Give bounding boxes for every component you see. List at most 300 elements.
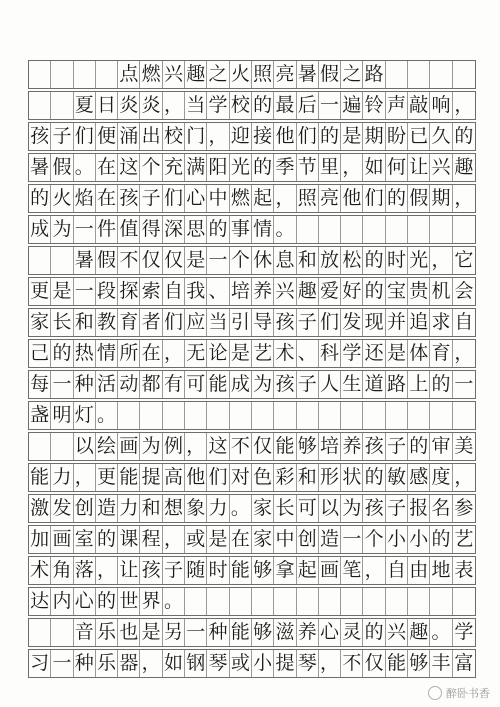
- grid-cell: 仅: [252, 433, 274, 460]
- grid-cell: 子: [386, 433, 408, 460]
- grid-cell: 不: [230, 433, 252, 460]
- grid-cell: 小: [408, 526, 430, 553]
- grid-cell: 能: [386, 650, 408, 677]
- grid-cell: [341, 216, 363, 243]
- grid-cell: 提: [140, 464, 162, 491]
- grid-cell: 事: [230, 216, 252, 243]
- grid-cell: 声: [386, 92, 408, 119]
- grid-cell: 迎: [230, 123, 252, 150]
- grid-cell: 状: [341, 464, 363, 491]
- grid-cell: 审: [430, 433, 452, 460]
- grid-cell: [297, 588, 319, 615]
- grid-cell: 成: [29, 216, 51, 243]
- text-row: [28, 587, 476, 616]
- grid-cell: 深: [163, 216, 185, 243]
- grid-cell: 是: [207, 526, 229, 553]
- grid-cell: 。: [74, 154, 96, 181]
- grid-cell: [453, 61, 475, 88]
- grid-cell: 一: [74, 278, 96, 305]
- grid-cell: 门: [185, 123, 207, 150]
- grid-cell: 孩: [363, 495, 385, 522]
- grid-cell: 一: [319, 92, 341, 119]
- grid-cell: 高: [163, 464, 185, 491]
- grid-cell: ，: [163, 526, 185, 553]
- grid-cell: 如: [163, 650, 185, 677]
- grid-cell: 造: [96, 495, 118, 522]
- grid-cell: 休: [252, 247, 274, 274]
- grid-cell: 和: [140, 495, 162, 522]
- grid-cell: [274, 402, 296, 429]
- grid-cell: 发: [341, 309, 363, 336]
- grid-cell: 以: [319, 495, 341, 522]
- grid-cell: 己: [29, 340, 51, 367]
- grid-cell: 兴: [430, 154, 452, 181]
- grid-cell: [363, 588, 385, 615]
- grid-cell: 当: [207, 309, 229, 336]
- grid-cell: 的: [363, 278, 385, 305]
- text-row: [28, 370, 476, 399]
- grid-cell: [386, 588, 408, 615]
- grid-cell: 何: [386, 154, 408, 181]
- grid-cell: [51, 92, 73, 119]
- grid-cell: 界: [140, 588, 162, 615]
- grid-cell: 彩: [274, 464, 296, 491]
- grid-cell: 阳: [207, 154, 229, 181]
- grid-cell: 一: [185, 619, 207, 646]
- grid-cell: 路: [363, 61, 385, 88]
- grid-cell: 每: [29, 371, 51, 398]
- grid-cell: 索: [140, 278, 162, 305]
- grid-cell: 艺: [252, 340, 274, 367]
- grid-cell: 、: [207, 278, 229, 305]
- grid-cell: 的: [207, 216, 229, 243]
- grid-cell: 拿: [274, 557, 296, 584]
- grid-cell: 子: [163, 557, 185, 584]
- grid-cell: 内: [51, 588, 73, 615]
- grid-cell: 的: [386, 185, 408, 212]
- grid-cell: 另: [163, 619, 185, 646]
- grid-cell: 孩: [118, 185, 140, 212]
- grid-cell: 明: [51, 402, 73, 429]
- grid-cell: 创: [74, 495, 96, 522]
- grid-cell: 感: [408, 464, 430, 491]
- watermark-logo-icon: [428, 686, 442, 700]
- grid-cell: 暑: [74, 247, 96, 274]
- grid-cell: 可: [297, 495, 319, 522]
- text-row: [28, 215, 476, 244]
- grid-cell: 亮: [319, 185, 341, 212]
- grid-cell: 这: [207, 433, 229, 460]
- grid-cell: [363, 402, 385, 429]
- grid-cell: 追: [408, 309, 430, 336]
- grid-cell: 响: [430, 92, 452, 119]
- grid-cell: [408, 402, 430, 429]
- grid-cell: 更: [29, 278, 51, 305]
- grid-cell: 个: [363, 526, 385, 553]
- grid-cell: 校: [163, 123, 185, 150]
- grid-cell: 爱: [319, 278, 341, 305]
- grid-cell: [163, 402, 185, 429]
- grid-cell: 随: [185, 557, 207, 584]
- grid-cell: 培: [319, 433, 341, 460]
- text-row: [28, 618, 476, 647]
- grid-cell: 好: [341, 278, 363, 305]
- grid-cell: 科: [319, 340, 341, 367]
- grid-cell: 地: [430, 557, 452, 584]
- grid-cell: 都: [140, 371, 162, 398]
- grid-cell: 道: [363, 371, 385, 398]
- grid-cell: 能: [274, 433, 296, 460]
- grid-cell: 例: [163, 433, 185, 460]
- grid-cell: 仅: [163, 247, 185, 274]
- grid-cell: 孩: [29, 123, 51, 150]
- grid-cell: 度: [430, 464, 452, 491]
- grid-cell: 学: [341, 340, 363, 367]
- grid-cell: [297, 402, 319, 429]
- grid-cell: 起: [297, 557, 319, 584]
- grid-cell: ，: [96, 557, 118, 584]
- grid-cell: 求: [430, 309, 452, 336]
- watermark-text: 醉卧书香: [446, 687, 490, 700]
- grid-cell: 育: [118, 309, 140, 336]
- grid-cell: 是: [341, 123, 363, 150]
- grid-cell: 动: [118, 371, 140, 398]
- grid-cell: 热: [74, 340, 96, 367]
- grid-cell: 这: [118, 154, 140, 181]
- grid-cell: [453, 216, 475, 243]
- grid-cell: 已: [408, 123, 430, 150]
- grid-cell: 在: [230, 526, 252, 553]
- grid-cell: 敲: [408, 92, 430, 119]
- grid-cell: 够: [297, 433, 319, 460]
- grid-cell: 件: [96, 216, 118, 243]
- grid-cell: 画: [118, 433, 140, 460]
- text-row: [28, 122, 476, 151]
- grid-cell: 的: [408, 433, 430, 460]
- grid-cell: 能: [230, 557, 252, 584]
- grid-cell: 体: [408, 340, 430, 367]
- grid-cell: 的: [363, 247, 385, 274]
- grid-cell: ，: [430, 247, 452, 274]
- grid-cell: 还: [363, 340, 385, 367]
- grid-cell: 当: [185, 92, 207, 119]
- grid-cell: 表: [454, 559, 474, 581]
- grid-cell: 心: [74, 588, 96, 615]
- grid-cell: 学: [207, 92, 229, 119]
- grid-cell: 让: [408, 154, 430, 181]
- grid-cell: 。: [274, 216, 296, 243]
- grid-cell: 情: [252, 216, 274, 243]
- grid-cell: 得: [140, 216, 162, 243]
- grid-cell: [341, 402, 363, 429]
- grid-cell: 敏: [386, 464, 408, 491]
- grid-cell: 活: [96, 371, 118, 398]
- grid-cell: 充: [163, 154, 185, 181]
- grid-cell: 一: [51, 371, 73, 398]
- grid-cell: ，: [363, 557, 385, 584]
- grid-cell: [408, 588, 430, 615]
- grid-cell: 养: [341, 433, 363, 460]
- grid-cell: 力: [118, 495, 140, 522]
- grid-cell: 造: [319, 526, 341, 553]
- grid-cell: 宝: [386, 278, 408, 305]
- grid-cell: 习: [29, 650, 51, 677]
- text-row: [28, 432, 476, 461]
- grid-cell: 光: [230, 154, 252, 181]
- grid-cell: 他: [274, 123, 296, 150]
- grid-cell: 期: [363, 123, 385, 150]
- grid-cell: 应: [185, 309, 207, 336]
- grid-cell: 的: [363, 464, 385, 491]
- grid-cell: 孩: [363, 433, 385, 460]
- grid-cell: 息: [274, 247, 296, 274]
- grid-cell: 养: [297, 619, 319, 646]
- grid-cell: 音: [74, 619, 96, 646]
- grid-cell: 的: [430, 371, 452, 398]
- grid-cell: ，: [185, 433, 207, 460]
- grid-cell: ，: [163, 92, 185, 119]
- grid-cell: 提: [274, 650, 296, 677]
- grid-cell: 在: [96, 185, 118, 212]
- grid-cell: 之: [207, 61, 229, 88]
- grid-cell: 丰: [430, 650, 452, 677]
- grid-cell: 在: [140, 340, 162, 367]
- grid-cell: 孩: [274, 309, 296, 336]
- grid-cell: 长: [51, 309, 73, 336]
- grid-cell: [319, 402, 341, 429]
- grid-cell: 象: [185, 495, 207, 522]
- grid-cell: 灵: [341, 619, 363, 646]
- grid-cell: 假: [408, 185, 430, 212]
- grid-cell: [51, 619, 73, 646]
- grid-cell: 假: [96, 247, 118, 274]
- grid-cell: 上: [408, 371, 430, 398]
- grid-cell: [230, 402, 252, 429]
- grid-cell: 盼: [386, 123, 408, 150]
- grid-cell: 最: [274, 92, 296, 119]
- grid-cell: 孩: [274, 371, 296, 398]
- grid-cell: 一: [51, 650, 73, 677]
- grid-cell: 燃: [140, 61, 162, 88]
- grid-cell: 趣: [297, 278, 319, 305]
- grid-cell: 术: [29, 557, 51, 584]
- grid-cell: [29, 61, 51, 88]
- grid-cell: 引: [230, 309, 252, 336]
- grid-cell: 让: [118, 557, 140, 584]
- grid-cell: 久: [430, 123, 452, 150]
- grid-cell: ，: [140, 650, 162, 677]
- grid-cell: 不: [118, 247, 140, 274]
- grid-cell: 的: [252, 92, 274, 119]
- grid-cell: [51, 247, 73, 274]
- text-row: [28, 525, 476, 554]
- grid-cell: 们: [319, 309, 341, 336]
- grid-cell: 种: [74, 650, 96, 677]
- grid-cell: 种: [74, 371, 96, 398]
- grid-cell: 成: [230, 371, 252, 398]
- grid-cell: 小: [252, 650, 274, 677]
- grid-cell: 琴: [297, 650, 319, 677]
- grid-cell: 够: [252, 557, 274, 584]
- grid-cell: 。: [163, 588, 185, 615]
- grid-cell: [29, 433, 51, 460]
- grid-cell: [140, 402, 162, 429]
- grid-cell: 育: [430, 340, 452, 367]
- grid-cell: 是: [51, 278, 73, 305]
- text-row: [28, 401, 476, 430]
- grid-cell: 情: [96, 340, 118, 367]
- grid-cell: [29, 247, 51, 274]
- grid-cell: [341, 588, 363, 615]
- grid-cell: [185, 588, 207, 615]
- grid-cell: 孩: [140, 557, 162, 584]
- grid-cell: 机: [430, 278, 452, 305]
- grid-cell: [51, 61, 73, 88]
- grid-cell: 子: [297, 371, 319, 398]
- grid-cell: [230, 588, 252, 615]
- grid-cell: 小: [386, 526, 408, 553]
- grid-cell: 们: [163, 309, 185, 336]
- grid-cell: 所: [118, 340, 140, 367]
- grid-cell: 节: [297, 154, 319, 181]
- grid-cell: 假: [51, 154, 73, 181]
- grid-cell: 的: [430, 526, 452, 553]
- grid-cell: 趣: [408, 619, 430, 646]
- grid-cell: [408, 61, 430, 88]
- text-row: [28, 339, 476, 368]
- grid-cell: 它: [454, 249, 474, 271]
- grid-cell: 的: [363, 619, 385, 646]
- grid-cell: 满: [185, 154, 207, 181]
- grid-cell: 的: [454, 125, 474, 147]
- grid-cell: 或: [230, 650, 252, 677]
- grid-cell: 季: [274, 154, 296, 181]
- grid-cell: 铃: [363, 92, 385, 119]
- grid-cell: ，: [341, 154, 363, 181]
- grid-cell: 校: [230, 92, 252, 119]
- grid-cell: 仅: [363, 650, 385, 677]
- grid-cell: [430, 216, 452, 243]
- grid-cell: 一: [454, 373, 474, 395]
- grid-cell: 落: [74, 557, 96, 584]
- grid-cell: 子: [51, 123, 73, 150]
- grid-cell: 滋: [274, 619, 296, 646]
- grid-cell: 画: [319, 557, 341, 584]
- grid-cell: 是: [140, 619, 162, 646]
- grid-cell: 心: [319, 619, 341, 646]
- grid-cell: 如: [363, 154, 385, 181]
- grid-cell: 生: [341, 371, 363, 398]
- grid-cell: 暑: [297, 61, 319, 88]
- grid-cell: 的: [319, 123, 341, 150]
- grid-cell: 仅: [140, 247, 162, 274]
- grid-cell: [430, 588, 452, 615]
- grid-cell: 画: [51, 526, 73, 553]
- watermark: [428, 685, 490, 701]
- grid-cell: [274, 588, 296, 615]
- grid-cell: 名: [430, 495, 452, 522]
- grid-cell: 琴: [207, 650, 229, 677]
- grid-cell: 能: [230, 619, 252, 646]
- grid-cell: 兴: [274, 278, 296, 305]
- grid-cell: 的: [96, 588, 118, 615]
- grid-cell: 中: [274, 526, 296, 553]
- grid-cell: 中: [207, 185, 229, 212]
- grid-cell: 段: [96, 278, 118, 305]
- grid-cell: [386, 402, 408, 429]
- grid-cell: 导: [252, 309, 274, 336]
- grid-cell: 术: [274, 340, 296, 367]
- grid-cell: 子: [386, 495, 408, 522]
- grid-cell: 想: [163, 495, 185, 522]
- grid-cell: 学: [454, 621, 474, 643]
- grid-cell: 长: [274, 495, 296, 522]
- grid-cell: 并: [386, 309, 408, 336]
- grid-cell: 探: [118, 278, 140, 305]
- grid-cell: 可: [185, 371, 207, 398]
- grid-cell: 养: [252, 278, 274, 305]
- grid-cell: 报: [408, 495, 430, 522]
- grid-cell: [252, 588, 274, 615]
- grid-cell: 为: [252, 371, 274, 398]
- grid-cell: 火: [230, 61, 252, 88]
- grid-cell: 会: [454, 280, 474, 302]
- grid-cell: [74, 61, 96, 88]
- grid-cell: [386, 61, 408, 88]
- grid-cell: 和: [297, 247, 319, 274]
- text-row: [28, 91, 476, 120]
- grid-cell: [453, 402, 475, 429]
- grid-cell: 者: [140, 309, 162, 336]
- grid-cell: 和: [74, 309, 96, 336]
- grid-cell: ，: [454, 342, 474, 364]
- grid-cell: [207, 588, 229, 615]
- grid-cell: 对: [230, 464, 252, 491]
- grid-cell: 色: [252, 464, 274, 491]
- grid-cell: 为: [341, 495, 363, 522]
- grid-cell: 现: [363, 309, 385, 336]
- grid-cell: 贵: [408, 278, 430, 305]
- grid-cell: 灯: [74, 402, 96, 429]
- grid-cell: 家: [252, 526, 274, 553]
- grid-cell: 燃: [230, 185, 252, 212]
- title-row: [28, 60, 476, 89]
- grid-cell: [430, 61, 452, 88]
- grid-cell: 火: [51, 185, 73, 212]
- grid-cell: 涌: [118, 123, 140, 150]
- text-row: [28, 308, 476, 337]
- grid-cell: ，: [274, 185, 296, 212]
- grid-cell: 教: [96, 309, 118, 336]
- grid-cell: 够: [252, 619, 274, 646]
- grid-cell: 炎: [140, 92, 162, 119]
- grid-cell: 兴: [163, 61, 185, 88]
- grid-cell: [408, 216, 430, 243]
- text-row: [28, 494, 476, 523]
- grid-cell: 和: [297, 464, 319, 491]
- grid-cell: 室: [74, 526, 96, 553]
- text-row: [28, 277, 476, 306]
- grid-cell: 日: [96, 92, 118, 119]
- grid-cell: 出: [140, 123, 162, 150]
- grid-cell: 以: [74, 433, 96, 460]
- grid-cell: [363, 216, 385, 243]
- grid-cell: 发: [51, 495, 73, 522]
- grid-cell: 他: [185, 464, 207, 491]
- grid-cell: 照: [252, 61, 274, 88]
- grid-cell: 美: [454, 435, 474, 457]
- grid-cell: 兴: [386, 619, 408, 646]
